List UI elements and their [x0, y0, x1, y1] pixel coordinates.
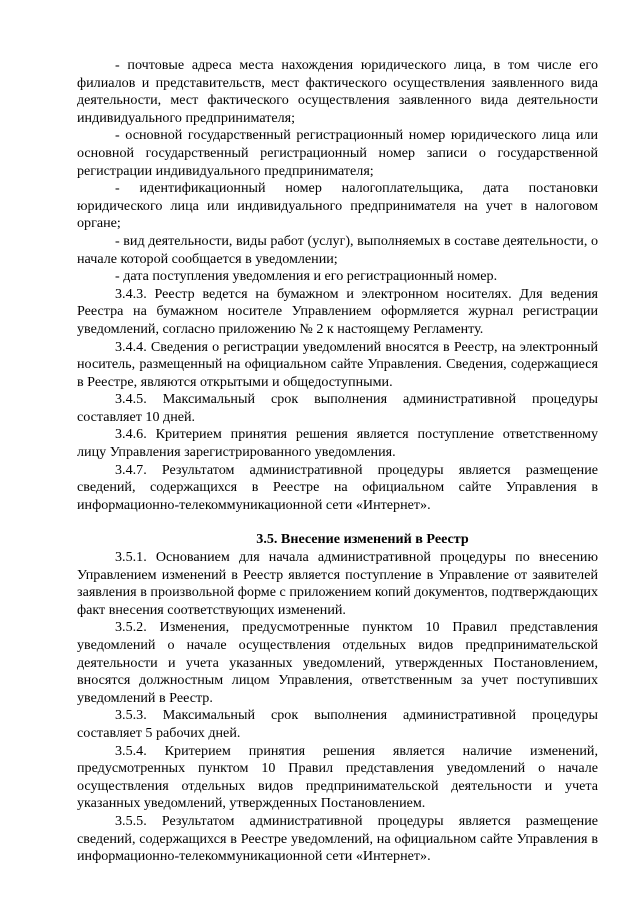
- list-item-activity-type: - вид деятельности, виды работ (услуг), выполняемых в составе деятельности, о начале которой сообщается в уведомлении;: [77, 232, 598, 267]
- clause-3-5-4: 3.5.4. Критерием принятия решения является наличие изменений, предусмотренных пунктом 10 Правил представления уведомлений о начале осуществления отдельных видов предпринимательской деятельности и учета указанных уведомлений, утвержденных Постановлением.: [77, 742, 598, 812]
- list-item-postal-addresses: - почтовые адреса места нахождения юридического лица, в том числе его филиалов и представительств, мест фактического осуществления заявленного вида деятельности, мест фактического осуществления заявленного вида деятельности индивидуального предпринимателя;: [77, 57, 598, 126]
- clause-3-4-5: 3.4.5. Максимальный срок выполнения административной процедуры составляет 10 дней.: [77, 391, 598, 425]
- clause-3-5-3: 3.5.3. Максимальный срок выполнения административной процедуры составляет 5 рабочих дней.: [77, 707, 598, 741]
- clause-3-5-1: 3.5.1. Основанием для начала административной процедуры по внесению Управлением изменений в Реестр является поступление в Управление от заявителей заявления в произвольной форме с приложением копий документов, подтверждающих факт внесения соответствующих изменений.: [77, 549, 598, 618]
- clause-3-4-3: 3.4.3. Реестр ведется на бумажном и электронном носителях. Для ведения Реестра на бумажном носителе Управлением оформляется журнал регистрации уведомлений, согласно приложению № 2 к настоящему Регламенту.: [77, 285, 598, 337]
- clause-3-4-6: 3.4.6. Критерием принятия решения является поступление ответственному лицу Управления зарегистрированного уведомления.: [77, 426, 598, 461]
- clause-3-5-2: 3.5.2. Изменения, предусмотренные пунктом 10 Правил представления уведомлений о начале осуществления отдельных видов предпринимательской деятельности и учета указанных уведомлений, утвержденных Постановлением, вносятся должностным лицом Управления, ответственным за учет поступивших уведомлений в Реестр.: [77, 619, 598, 706]
- list-item-receipt-date: - дата поступления уведомления и его регистрационный номер.: [115, 268, 498, 285]
- clause-3-4-7: 3.4.7. Результатом административной процедуры является размещение сведений, содержащихся в Реестре на официальном сайте Управления в информационно-телекоммуникационной сети «Интернет».: [77, 461, 598, 513]
- list-item-inn: - идентификационный номер налогоплательщика, дата постановки юридического лица или индивидуального предпринимателя на учет в налоговом органе;: [77, 180, 598, 232]
- clause-3-4-4: 3.4.4. Сведения о регистрации уведомлений вносятся в Реестр, на электронный носитель, размещенный на официальном сайте Управления. Сведения, содержащиеся в Реестре, являются открытыми и общедоступными.: [77, 338, 598, 390]
- list-item-ogrn: - основной государственный регистрационный номер юридического лица или основной государственный регистрационный номер записи о государственной регистрации индивидуального предпринимателя;: [77, 127, 598, 179]
- section-heading: 3.5. Внесение изменений в Реестр: [256, 531, 469, 548]
- clause-3-5-5: 3.5.5. Результатом административной процедуры является размещение сведений, содержащихся в Реестре уведомлений, на официальном сайте Управления в информационно-телекоммуникационной сети «Интернет».: [77, 812, 598, 865]
